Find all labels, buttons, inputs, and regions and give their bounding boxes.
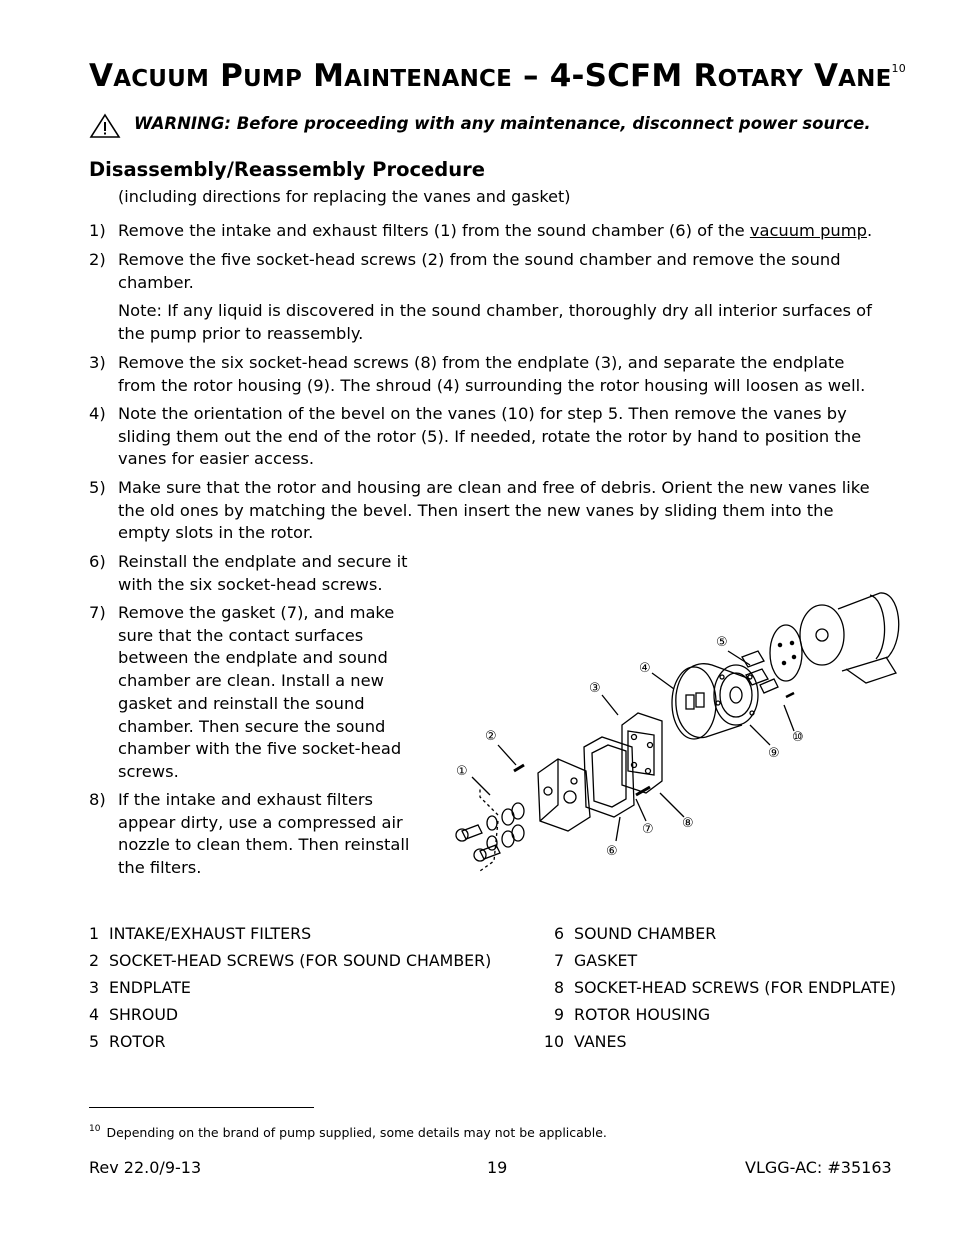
warning-text: WARNING: Before proceeding with any maintenance, disconnect power source. [134, 114, 871, 133]
section-heading: Disassembly/Reassembly Procedure [89, 158, 485, 181]
footnote-divider [89, 1107, 314, 1108]
warning-triangle-icon [89, 113, 121, 139]
legend-item: 1 INTAKE/EXHAUST FILTERS [89, 924, 312, 943]
step-text-line: appear dirty, use a compressed air [118, 812, 403, 832]
step-text-line: between the endplate and sound [118, 648, 388, 668]
step-text-line: vanes for easier access. [118, 449, 315, 469]
step-text-line: empty slots in the rotor. [118, 523, 314, 543]
step-number: 6) [89, 552, 106, 571]
step-text-line: sure that the contact surfaces [118, 625, 364, 645]
step-number: 3) [89, 353, 106, 372]
diagram-drawing [456, 593, 899, 871]
intake-fitting [462, 825, 482, 839]
footer-page-number: 19 [487, 1158, 508, 1177]
note-text-line: Note: If any liquid is discovered in the sound chamber, thoroughly dry all interior surfaces of [118, 301, 872, 320]
step-text-line: chamber. [118, 272, 194, 292]
note-text-line: the pump prior to reassembly. [118, 323, 364, 343]
callout-7: ⑦ [642, 822, 654, 837]
step-text-line: gasket and reinstall the sound [118, 693, 365, 713]
legend-item: 2 SOCKET-HEAD SCREWS (FOR SOUND CHAMBER) [89, 951, 492, 970]
motor-body [838, 593, 899, 671]
callout-2: ② [485, 729, 497, 744]
step-text-line: chamber. Then secure the sound [118, 716, 386, 736]
step-text: Remove the intake and exhaust filters (1) from the sound chamber (6) of the [118, 221, 750, 240]
step-text-line: sliding them out the end of the rotor (5). If needed, rotate the rotor by hand to position the [118, 426, 862, 446]
callout-1: ① [456, 764, 468, 779]
step-number: 2) [89, 250, 106, 269]
callout-6: ⑥ [606, 844, 618, 859]
motor-endcap [800, 605, 844, 665]
exhaust-fitting [480, 845, 500, 859]
step-text-line: Note the orientation of the bevel on the vanes (10) for step 5. Then remove the vanes by [118, 404, 847, 423]
legend-item: 10 VANES [543, 1032, 627, 1051]
footer-revision: Rev 22.0/9-13 [89, 1158, 202, 1177]
step-number: 5) [89, 478, 106, 497]
endplate-disc [770, 625, 802, 681]
step-text-line: nozzle to clean them. Then reinstall [118, 835, 410, 855]
footnote-text: Depending on the brand of pump supplied, some details may not be applicable. [106, 1125, 607, 1140]
callout-5: ⑤ [716, 635, 728, 650]
step-text-line: If the intake and exhaust filters [118, 790, 374, 809]
legend-item: 9 ROTOR HOUSING [553, 1005, 711, 1024]
warning-banner [89, 112, 909, 138]
footnote [89, 1124, 607, 1140]
step-text-line: the filters. [118, 858, 202, 878]
legend-item: 3 ENDPLATE [89, 978, 191, 997]
legend-item: 5 ROTOR [89, 1032, 166, 1051]
callout-10: ⑩ [792, 730, 804, 745]
step-text-line: chamber with the five socket-head [118, 739, 402, 759]
legend-item: 4 SHROUD [89, 1005, 179, 1024]
step-text-line: Remove the gasket (7), and make [118, 603, 395, 622]
legend-item: 8 SOCKET-HEAD SCREWS (FOR ENDPLATE) [553, 978, 897, 997]
callout-9: ⑨ [768, 746, 780, 761]
footnote-reference: 10 [891, 62, 906, 75]
manual-page: VACUUM PUMP MAINTENANCE – 4-SCFM ROTARY VANE$^{10}$ WARNING: Before proceeding with any maintenance, disconnect power source. Disassembly/Reassembly Procedure (including directions for replacing the vanes and gasket) 1) Remove the intake and exhaust filters (1) from the sound chamber (6) of the vacuum pump. 2) Remove the five socket-head screws (2) from the sound chamber and remove the sound chamber. Note: If any liquid is discovered in the sound chamber, thoroughly dry all interior surfaces of the pump prior to reassembly. 3) Remove the six socket-head screws (8) from the endplate (3), and separate the endplate from the rotor housing (9). The shroud (4) surrounding the rotor housing will loosen as well. 4) Note the orientation of the bevel on the vanes (10) for step 5. Then remove the vanes by sliding them out the end of the rotor (5). If needed, rotate the rotor by hand to position the vanes for easier access. 5) Make sure that the rotor and housing are clean and free of debris. Orient the new vanes like the old ones by matching the bevel. Then insert the new vanes by sliding them into the empty slots in the rotor. 6) Reinstall the endplate and secure it with the six socket-head screws. 7) Remove the gasket (7), and make sure that the contact surfaces between the endplate and sound chamber are clean. Install a new gasket and reinstall the sound chamber. Then secure the sound chamber with the five socket-head screws. 8) If the intake and exhaust filters appear dirty, use a compressed air nozzle to clean them. Then reinstall the filters. ① ② ③ ④ ⑤ ⑥ ⑦ ⑧ ⑨ ⑩ 1 INTAKE/EXHAUST FILTERS 2 SOCKET-HEAD SCREWS (FOR SOUND CHAMBER) 3 ENDPLATE 4 SHROUD 5 ROTOR 6 SOUND CHAMBER 7 GASKET 8 SOCKET-HEAD SCREWS (FOR ENDPLATE) 9 ROTOR HOUSING 10 VANES $^{10}$ Depending on the brand of pump supplied, some details may not be applicable. Rev 22.0/9-13 19 VLGG-AC: #35163 [0, 0, 954, 1235]
step-text-line: the old ones by matching the bevel. Then insert the new vanes by sliding them into the [118, 500, 834, 520]
step-text-line: Make sure that the rotor and housing are clean and free of debris. Orient the new vanes like [118, 478, 870, 497]
callout-8: ⑧ [682, 816, 694, 831]
step-text-line: screws. [118, 761, 179, 781]
step-number: 1) [89, 221, 106, 240]
step-text-line: from the rotor housing (9). The shroud (4) surrounding the rotor housing will loosen as well. [118, 375, 866, 395]
step-text-line: Remove the five socket-head screws (2) from the sound chamber and remove the sound [118, 250, 841, 269]
legend-item: 7 GASKET [553, 951, 638, 970]
legend-item: 6 SOUND CHAMBER [553, 924, 717, 943]
step-number: 4) [89, 404, 106, 423]
step-text-line: Remove the six socket-head screws (8) from the endplate (3), and separate the endplate [118, 353, 845, 372]
page-title: VACUUM PUMP MAINTENANCE – 4-SCFM ROTARY VANE$^{10}$ [89, 58, 906, 94]
step-text-line: with the six socket-head screws. [118, 574, 383, 594]
exploded-pump-diagram [450, 585, 902, 875]
footer-document-id: VLGG-AC: #35163 [745, 1158, 892, 1177]
footnote-number: 10 [89, 1124, 101, 1134]
section-subheading: (including directions for replacing the vanes and gasket) [118, 187, 571, 206]
callout-4: ④ [639, 661, 651, 676]
step-number: 8) [89, 790, 106, 809]
step-number: 7) [89, 603, 106, 622]
callout-3: ③ [589, 681, 601, 696]
step-text-line: Reinstall the endplate and secure it [118, 552, 408, 571]
vacuum-pump-link[interactable]: vacuum pump [749, 221, 867, 240]
step-text-line: chamber are clean. Install a new [118, 671, 384, 691]
